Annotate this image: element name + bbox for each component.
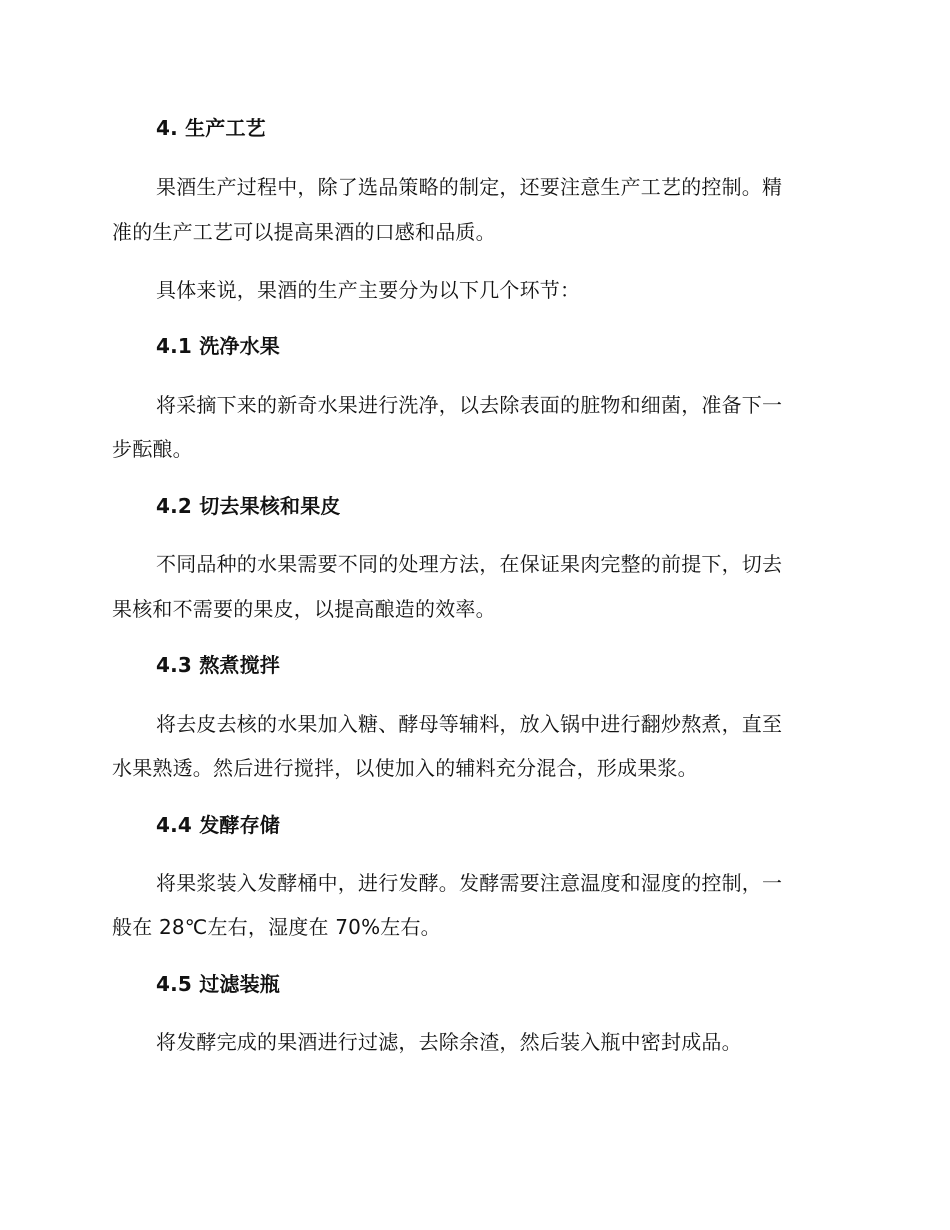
section-4-2-line-2: 果核和不需要的果皮，以提高酿造的效率。 [112, 597, 496, 621]
intro-paragraph-1-line-2: 准的生产工艺可以提高果酒的口感和品质。 [112, 220, 496, 244]
section-heading-4-5: 4.5 过滤装瓶 [156, 972, 280, 996]
section-heading-4-4: 4.4 发酵存储 [156, 813, 280, 837]
section-heading-4-1: 4.1 洗净水果 [156, 334, 280, 358]
section-heading-4-2: 4.2 切去果核和果皮 [156, 494, 341, 518]
section-heading-main: 4. 生产工艺 [156, 116, 266, 140]
section-4-3-line-1: 将去皮去核的水果加入糖、酵母等辅料，放入锅中进行翻炒熬煮，直至 [156, 712, 783, 736]
section-4-1-line-2: 步酝酿。 [112, 437, 193, 461]
section-4-5-line-1: 将发酵完成的果酒进行过滤，去除余渣，然后装入瓶中密封成品。 [156, 1030, 742, 1054]
section-heading-4-3: 4.3 熬煮搅拌 [156, 653, 280, 677]
section-4-4-line-1: 将果浆装入发酵桶中，进行发酵。发酵需要注意温度和湿度的控制，一 [156, 871, 783, 895]
section-4-3-line-2: 水果熟透。然后进行搅拌，以使加入的辅料充分混合，形成果浆。 [112, 756, 698, 780]
section-4-1-line-1: 将采摘下来的新奇水果进行洗净，以去除表面的脏物和细菌，准备下一 [156, 393, 783, 417]
section-4-2-line-1: 不同品种的水果需要不同的处理方法，在保证果肉完整的前提下，切去 [156, 552, 783, 576]
section-4-4-line-2: 般在 28℃左右，湿度在 70%左右。 [112, 915, 441, 939]
intro-paragraph-1-line-1: 果酒生产过程中，除了选品策略的制定，还要注意生产工艺的控制。精 [156, 175, 783, 199]
intro-paragraph-2: 具体来说，果酒的生产主要分为以下几个环节： [156, 278, 581, 302]
